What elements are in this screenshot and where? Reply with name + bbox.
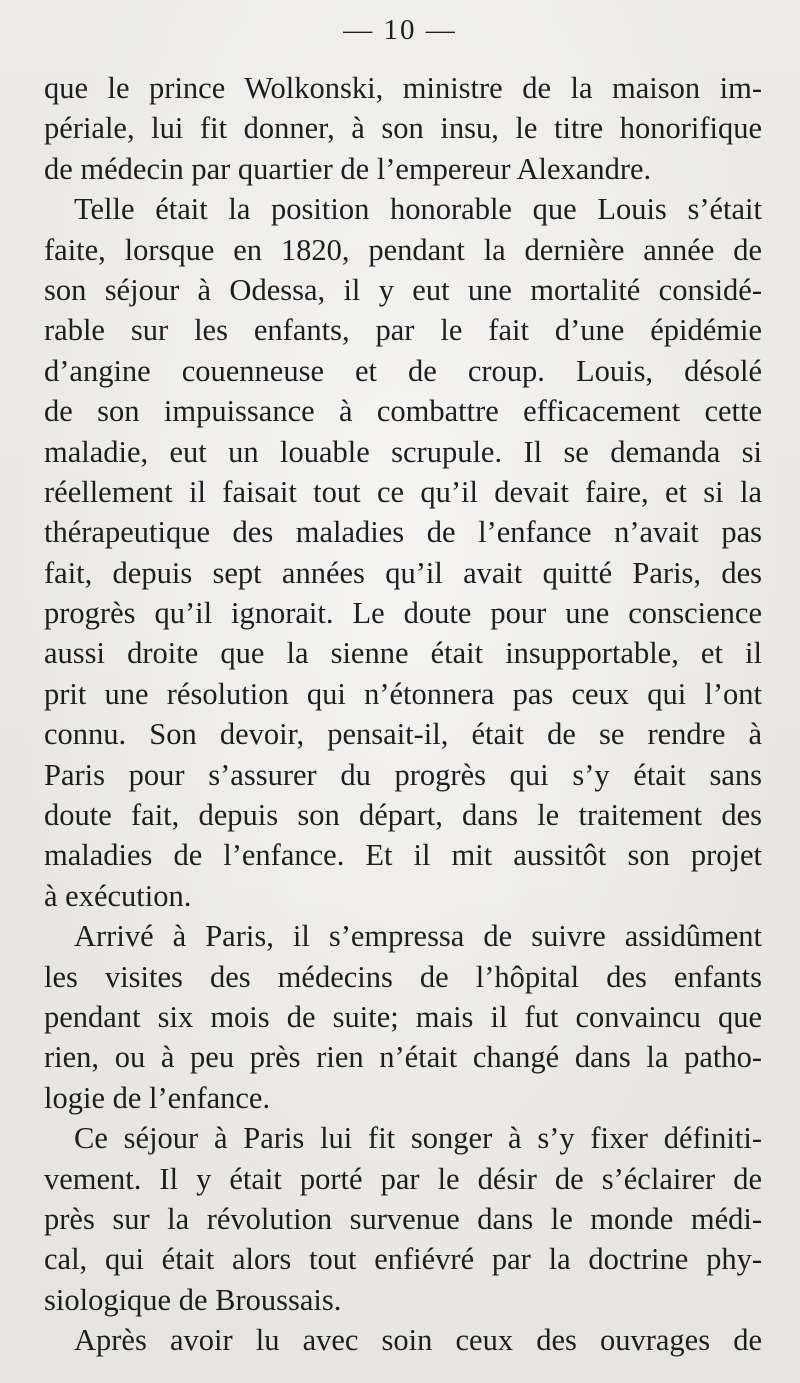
- text-line: réellement il faisait tout ce qu’il devait faire, et si la: [44, 474, 762, 509]
- page-body: [44, 68, 762, 1361]
- text-line: maladie, eut un louable scrupule. Il se demanda si: [44, 434, 762, 469]
- paragraph: [44, 189, 762, 916]
- text-line: prit une résolution qui n’étonnera pas ceux qui l’ont: [44, 676, 762, 711]
- text-line: progrès qu’il ignorait. Le doute pour une conscience: [44, 596, 762, 631]
- text-line: pendant six mois de suite; mais il fut convaincu que: [44, 999, 762, 1034]
- text-line: maladies de l’enfance. Et il mit aussitôt son projet: [44, 838, 762, 873]
- text-line: son séjour à Odessa, il y eut une mortalité considé-: [44, 272, 762, 307]
- text-line: rien, ou à peu près rien n’était changé dans la patho-: [44, 1040, 762, 1075]
- paragraph: [44, 916, 762, 1118]
- page-number: — 10 —: [343, 14, 457, 46]
- text-line: aussi droite que la sienne était insupportable, et il: [44, 636, 762, 671]
- text-line: que le prince Wolkonski, ministre de la maison im-: [44, 71, 762, 105]
- text-line: logie de l’enfance.: [44, 1080, 271, 1115]
- text-line: faite, lorsque en 1820, pendant la dernière année de: [44, 232, 762, 267]
- text-line: près sur la révolution survenue dans le monde médi-: [44, 1201, 762, 1236]
- text-line: thérapeutique des maladies de l’enfance n’avait pas: [44, 515, 762, 550]
- text-line: siologique de Broussais.: [44, 1282, 342, 1317]
- text-line: les visites des médecins de l’hôpital des enfants: [44, 959, 762, 994]
- text-line: de son impuissance à combattre efficacement cette: [44, 394, 762, 429]
- text-line: Paris pour s’assurer du progrès qui s’y était sans: [44, 757, 762, 792]
- text-line: à exécution.: [44, 878, 192, 913]
- text-line: périale, lui fit donner, à son insu, le titre honorifique: [44, 111, 762, 146]
- text-line: connu. Son devoir, pensait-il, était de se rendre à: [44, 717, 762, 752]
- paragraph: [44, 68, 762, 189]
- text-line: cal, qui était alors tout enfiévré par la doctrine phy-: [44, 1242, 762, 1277]
- text-line: fait, depuis sept années qu’il avait quitté Paris, des: [44, 555, 762, 590]
- text-line: rable sur les enfants, par le fait d’une épidémie: [44, 313, 762, 348]
- text-line: d’angine couenneuse et de croup. Louis, désolé: [44, 353, 762, 388]
- paragraph: [44, 1118, 762, 1320]
- text-line: de médecin par quartier de l’empereur Alexandre.: [44, 151, 652, 186]
- text-line: doute fait, depuis son départ, dans le traitement des: [44, 798, 762, 833]
- text-line: Arrivé à Paris, il s’empressa de suivre assidûment: [74, 919, 762, 954]
- text-line: Ce séjour à Paris lui fit songer à s’y fixer définiti-: [74, 1121, 762, 1156]
- paragraph: [44, 1320, 762, 1360]
- text-line: Telle était la position honorable que Louis s’était: [74, 192, 762, 227]
- text-line: Après avoir lu avec soin ceux des ouvrages de: [74, 1323, 762, 1358]
- text-line: vement. Il y était porté par le désir de s’éclairer de: [44, 1161, 762, 1196]
